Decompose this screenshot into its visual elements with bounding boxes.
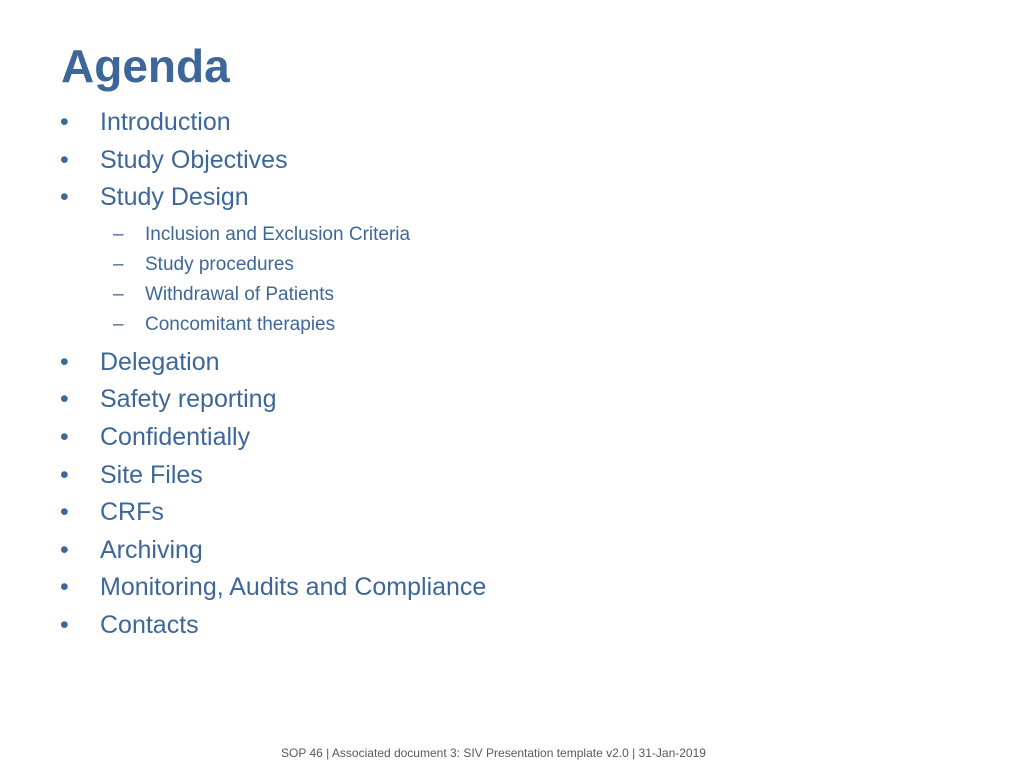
dash-icon: – (113, 223, 124, 245)
bullet-icon: • (60, 460, 69, 489)
agenda-item-label: Contacts (100, 610, 199, 639)
agenda-item-label: Archiving (100, 535, 203, 564)
bullet-icon: • (60, 145, 69, 174)
agenda-subitem (0, 280, 1024, 310)
agenda-item (0, 179, 1024, 217)
agenda-subitem-label: Inclusion and Exclusion Criteria (145, 223, 411, 245)
agenda-sublist (0, 217, 1024, 344)
dash-icon: – (113, 253, 124, 275)
bullet-icon: • (60, 385, 69, 414)
agenda-item (0, 532, 1024, 570)
agenda-subitem (0, 310, 1024, 340)
agenda-list (0, 104, 1024, 645)
agenda-item-label: Introduction (100, 108, 231, 136)
dash-icon: – (113, 283, 124, 305)
bullet-icon: • (60, 498, 69, 527)
bullet-icon: • (60, 535, 69, 564)
agenda-subitem-label: Concomitant therapies (145, 313, 336, 335)
bullet-icon: • (60, 610, 69, 639)
agenda-item (0, 569, 1024, 607)
agenda-item-label: Site Files (100, 460, 203, 489)
agenda-item-label: Monitoring, Audits and Compliance (100, 573, 487, 602)
agenda-item-label: Delegation (100, 347, 220, 376)
bullet-icon: • (60, 108, 69, 136)
agenda-item (0, 344, 1024, 382)
agenda-item-label: Safety reporting (100, 385, 277, 414)
agenda-item (0, 494, 1024, 532)
agenda-item (0, 142, 1024, 180)
footer-text: SOP 46 | Associated document 3: SIV Presentation template v2.0 | 31-Jan-2019 (281, 746, 706, 760)
dash-icon: – (113, 313, 124, 335)
bullet-icon: • (60, 573, 69, 602)
agenda-subitem-label: Study procedures (145, 253, 294, 275)
agenda-subitem (0, 220, 1024, 250)
bullet-icon: • (60, 422, 69, 451)
agenda-item (0, 381, 1024, 419)
agenda-item-label: Confidentially (100, 422, 251, 451)
agenda-item-label: CRFs (100, 498, 164, 527)
slide-title: Agenda (61, 40, 230, 92)
bullet-icon: • (60, 183, 69, 212)
agenda-item (0, 607, 1024, 645)
agenda-item (0, 104, 1024, 142)
agenda-subitem-label: Withdrawal of Patients (145, 283, 335, 305)
agenda-item (0, 419, 1024, 457)
agenda-subitem (0, 250, 1024, 280)
agenda-item-label: Study Design (100, 183, 249, 212)
agenda-item (0, 457, 1024, 495)
agenda-sublist-container (0, 217, 1024, 344)
agenda-item-label: Study Objectives (100, 145, 288, 174)
bullet-icon: • (60, 347, 69, 376)
